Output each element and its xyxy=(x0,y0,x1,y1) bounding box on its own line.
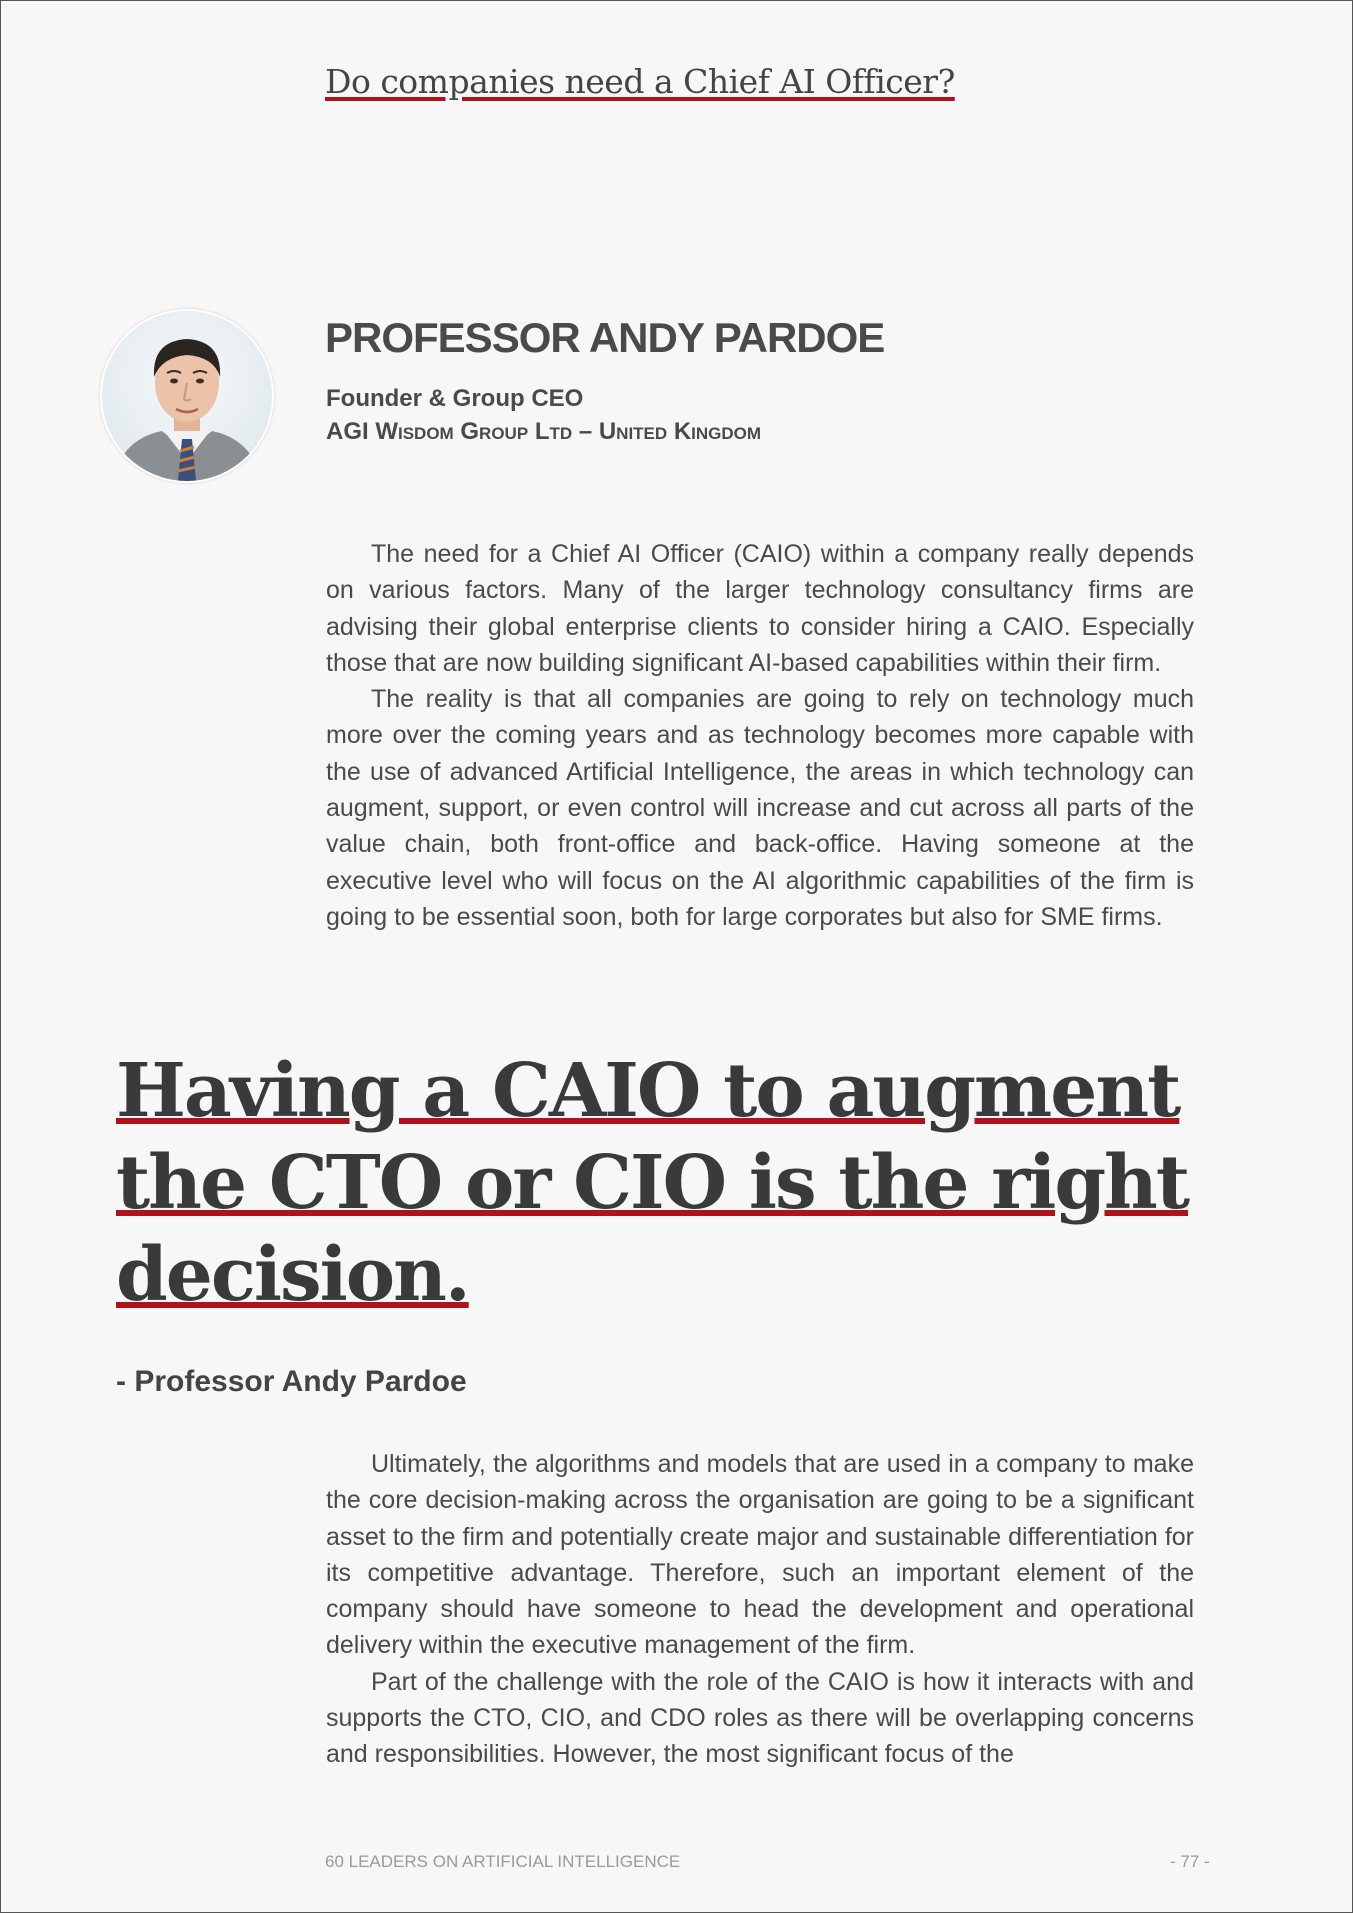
author-name: PROFESSOR ANDY PARDOE xyxy=(325,314,885,361)
paragraph: The reality is that all companies are going to rely on technology much more over the coming years and as technology becomes more capable with the use of advanced Artificial Intelligence, the areas in which technology can augment, support, or even control will increase and cut across all parts of the value chain, both front-office and back-office. Having someone at the executive level who will focus on the AI algorithmic capabilities of the firm is going to be essential soon, both for large corporates but also for SME firms. xyxy=(326,685,1194,931)
pull-quote-attribution: - Professor Andy Pardoe xyxy=(116,1365,467,1398)
paragraph: Part of the challenge with the role of the CAIO is how it interacts with and supports the CTO, CIO, and CDO roles as there will be overlapping concerns and responsibilities. However, the most significant focus of the xyxy=(326,1667,1194,1769)
author-organization: AGI Wisdom Group Ltd – United Kingdom xyxy=(326,418,762,445)
paragraph: The need for a Chief AI Officer (CAIO) within a company really depends on various factors. Many of the larger technology consultancy firms are advising their global enterprise clients to consider hiring a CAIO. Especially those that are now building significant AI-based capabilities within their firm. xyxy=(326,540,1194,677)
article-body-continued xyxy=(326,1446,1194,1773)
running-header-title: Do companies need a Chief AI Officer? xyxy=(325,62,955,101)
author-portrait-illustration xyxy=(102,311,272,481)
paragraph: Ultimately, the algorithms and models that are used in a company to make the core decision-making across the organisation are going to be a significant asset to the firm and potentially create major and sustainable differentiation for its competitive advantage. Therefore, such an important element of the company should have someone to head the development and operational delivery within the executive management of the firm. xyxy=(326,1450,1194,1660)
pull-quote-text: Having a CAIO to augment the CTO or CIO is the right decision. xyxy=(116,1048,1189,1318)
article-body-intro xyxy=(326,536,1194,935)
pull-quote xyxy=(116,1045,1226,1321)
author-role: Founder & Group CEO xyxy=(326,385,584,412)
author-portrait xyxy=(102,311,272,481)
footer-book-title: 60 LEADERS ON ARTIFICIAL INTELLIGENCE xyxy=(325,1852,681,1871)
footer-page-number: - 77 - xyxy=(1170,1852,1210,1871)
